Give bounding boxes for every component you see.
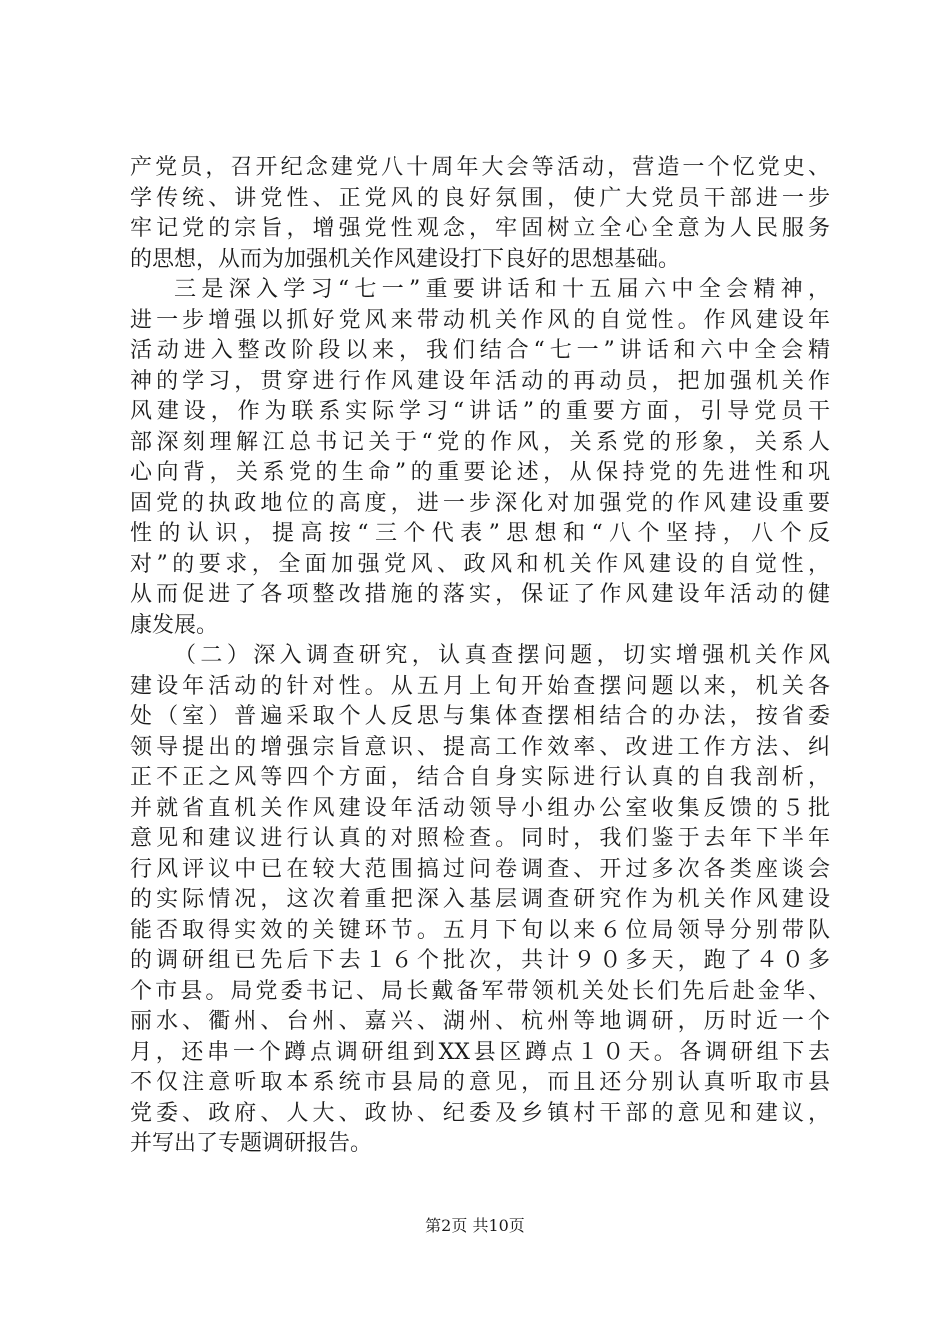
text-line: 性的认识，提高按“三个代表”思想和“八个坚持，八个反: [130, 521, 830, 546]
text-line: 行风评议中已在较大范围搞过问卷调查、开过多次各类座谈会: [130, 856, 830, 882]
text-line: 建设年活动的针对性。从五月上旬开始查摆问题以来，机关各: [130, 673, 830, 699]
text-line: 从而促进了各项整改措施的落实，保证了作风建设年活动的健: [130, 582, 830, 607]
text-line: 正不正之风等四个方面，结合自身实际进行认真的自我剖析，: [130, 765, 830, 790]
text-line: 不仅注意听取本系统市县局的意见，而且还分别认真听取市县: [130, 1070, 830, 1095]
text-line: 的实际情况，这次着重把深入基层调查研究作为机关作风建设: [130, 887, 830, 912]
text-line: 部深刻理解江总书记关于“党的作风，关系党的形象，关系人: [130, 429, 830, 455]
document-body: [130, 153, 830, 1160]
text-line: 领导提出的增强宗旨意识、提高工作效率、改进工作方法、纠: [130, 734, 830, 760]
text-line: 能否取得实效的关键环节。五月下旬以来６位局领导分别带队: [130, 917, 830, 943]
text-line: 心向背，关系党的生命”的重要论述，从保持党的先进性和巩: [130, 460, 830, 485]
page-number-footer: 第2页 共10页: [425, 1216, 525, 1235]
text-line: 风建设，作为联系实际学习“讲话”的重要方面，引导党员干: [130, 399, 830, 424]
text-line: 神的学习，贯穿进行作风建设年活动的再动员，把加强机关作: [130, 368, 830, 394]
text-line: 的调研组已先后下去１６个批次，共计９０多天，跑了４０多: [130, 948, 830, 973]
text-line: 进一步增强以抓好党风来带动机关作风的自觉性。作风建设年: [130, 307, 830, 333]
text-line: 活动进入整改阶段以来，我们结合“七一”讲话和六中全会精: [130, 338, 830, 363]
text-line: 对”的要求，全面加强党风、政风和机关作风建设的自觉性，: [130, 551, 830, 577]
text-line: 并就省直机关作风建设年活动领导小组办公室收集反馈的５批: [130, 795, 830, 821]
paragraph-start-line: （二）深入调查研究，认真查摆问题，切实增强机关作风: [174, 643, 830, 668]
text-line: 党委、政府、人大、政协、纪委及乡镇村干部的意见和建议，: [130, 1100, 830, 1126]
paragraph-start-line: 三是深入学习“七一”重要讲话和十五届六中全会精神，: [174, 277, 830, 302]
text-line: 固党的执政地位的高度，进一步深化对加强党的作风建设重要: [130, 490, 830, 516]
text-line: 意见和建议进行认真的对照检查。同时，我们鉴于去年下半年: [130, 826, 830, 851]
text-line: 牢记党的宗旨，增强党性观念，牢固树立全心全意为人民服务: [130, 216, 830, 241]
text-line: 月，还串一个蹲点调研组到XX县区蹲点１０天。各调研组下去: [130, 1039, 830, 1065]
text-line: 处（室）普遍采取个人反思与集体查摆相结合的办法，按省委: [130, 704, 830, 729]
text-line: 学传统、讲党性、正党风的良好氛围，使广大党员干部进一步: [130, 185, 830, 211]
text-line: 丽水、衢州、台州、嘉兴、湖州、杭州等地调研，历时近一个: [130, 1009, 830, 1034]
text-line: 个市县。局党委书记、局长戴备军带领机关处长们先后赴金华、: [130, 978, 830, 1004]
text-line: 康发展。: [130, 612, 219, 638]
text-line: 的思想，从而为加强机关作风建设打下良好的思想基础。: [130, 246, 681, 272]
text-line: 产党员，召开纪念建党八十周年大会等活动，营造一个忆党史、: [130, 155, 830, 180]
text-line: 并写出了专题调研报告。: [130, 1131, 373, 1156]
